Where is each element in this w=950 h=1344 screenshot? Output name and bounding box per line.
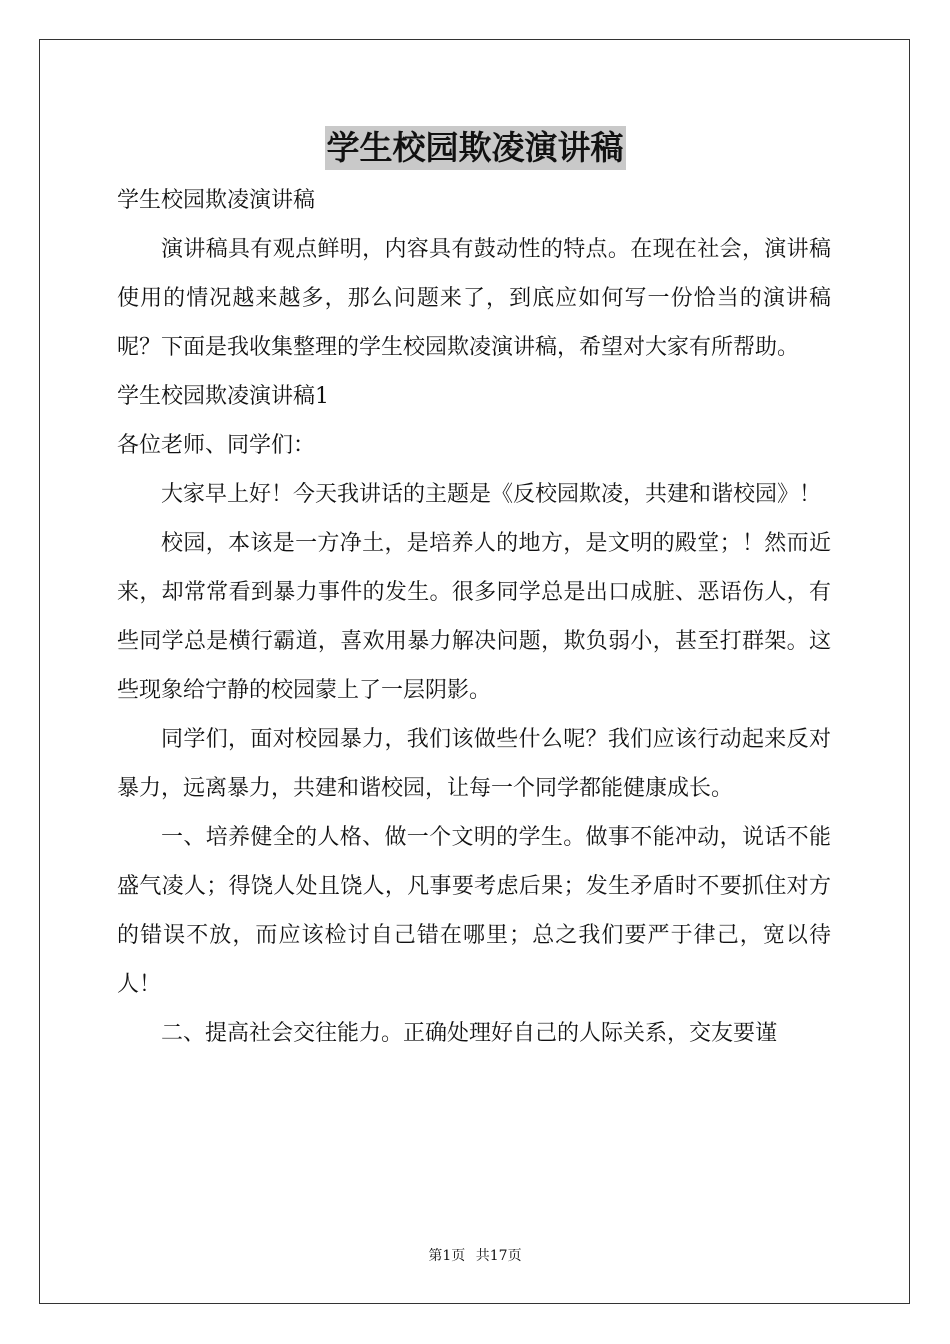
document-title: 学生校园欺凌演讲稿 (325, 126, 626, 170)
document-body (117, 176, 831, 1058)
page-total: 共17页 (475, 1248, 522, 1264)
body-paragraph: 大家早上好！今天我讲话的主题是《反校园欺凌，共建和谐校园》！ (161, 482, 822, 507)
greeting: 各位老师、同学们： (117, 433, 316, 458)
intro-paragraph: 演讲稿具有观点鲜明，内容具有鼓动性的特点。在现在社会，演讲稿使用的情况越来越多，那么问题来了，到底应如何写一份恰当的演讲稿呢？下面是我收集整理的学生校园欺凌演讲稿，希望对大家有所帮助。 (117, 237, 831, 360)
body-paragraph: 校园，本该是一方净土，是培养人的地方，是文明的殿堂；！然而近来，却常常看到暴力事件的发生。很多同学总是出口成脏、恶语伤人，有些同学总是横行霸道，喜欢用暴力解决问题，欺负弱小，甚至打群架。这些现象给宁静的校园蒙上了一层阴影。 (117, 531, 831, 703)
section-heading: 学生校园欺凌演讲稿1 (117, 384, 329, 409)
page-number: 第1页 (428, 1248, 466, 1264)
body-paragraph: 一、培养健全的人格、做一个文明的学生。做事不能冲动，说话不能盛气凌人；得饶人处且饶人，凡事要考虑后果；发生矛盾时不要抓住对方的错误不放，而应该检讨自己错在哪里；总之我们要严于律己，宽以待人！ (117, 825, 831, 997)
body-paragraph: 二、提高社会交往能力。正确处理好自己的人际关系，交友要谨 (161, 1021, 778, 1046)
page-footer (0, 1247, 950, 1265)
body-paragraph: 同学们，面对校园暴力，我们该做些什么呢？我们应该行动起来反对暴力，远离暴力，共建和谐校园，让每一个同学都能健康成长。 (117, 727, 831, 801)
title-container (0, 126, 950, 170)
document-subtitle: 学生校园欺凌演讲稿 (117, 188, 316, 213)
